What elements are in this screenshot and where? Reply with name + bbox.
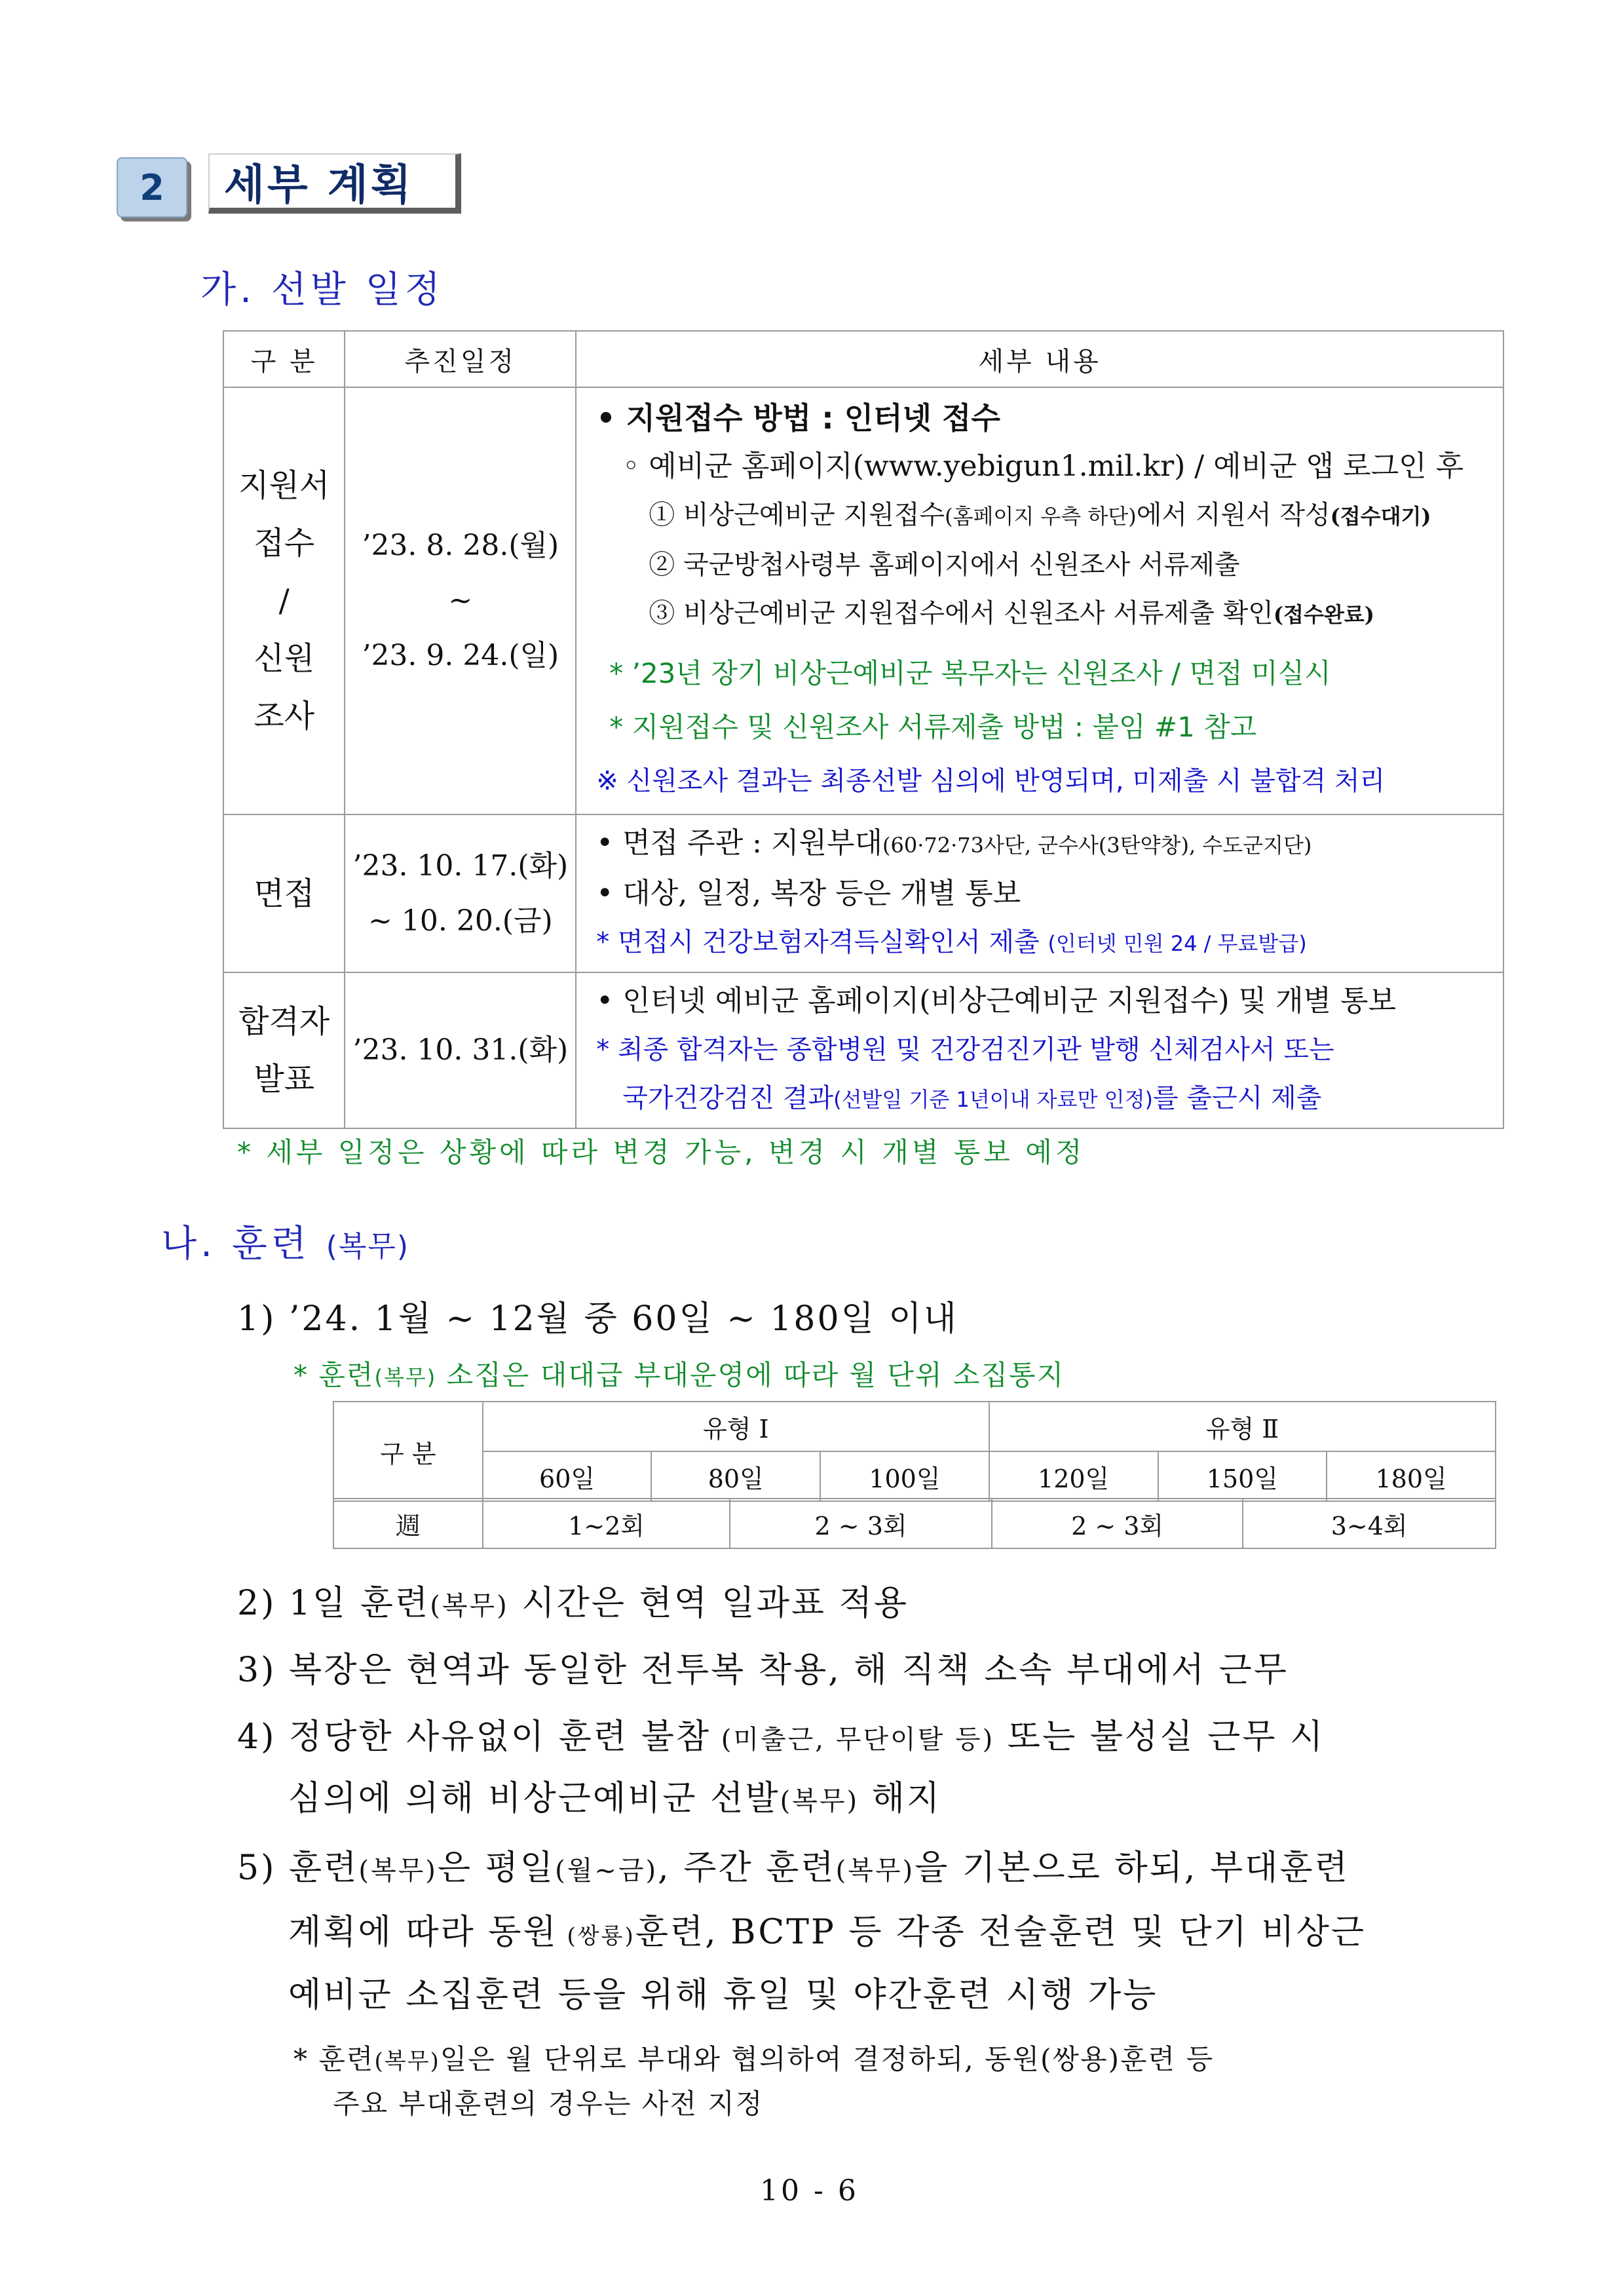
- col-header-category: 구 분: [223, 331, 345, 387]
- page-number: 10 - 6: [760, 2174, 859, 2208]
- schedule-heading: 가. 선발 일정: [200, 269, 444, 311]
- col-header-detail: 세부 내용: [576, 331, 1503, 387]
- training-weekly-table: [333, 1498, 1496, 1549]
- announce-method: • 인터넷 예비군 홈페이지(비상근예비군 지원접수) 및 개별 통보: [596, 984, 1397, 1018]
- row3-category: 합격자 발표: [223, 972, 345, 1128]
- training-item-5-note: * 훈련(복무)일은 월 단위로 부대와 협의하여 결정하되, 동원(쌍용)훈련 등: [293, 2043, 1215, 2075]
- schedule-footnote: * 세부 일정은 상황에 따라 변경 가능, 변경 시 개별 통보 예정: [237, 1136, 1086, 1168]
- days-100: 100일: [820, 1451, 989, 1501]
- week-label: 週: [333, 1499, 483, 1548]
- apply-step1: ① 비상근예비군 지원접수(홈페이지 우측 하단)에서 지원서 작성(접수대기): [649, 500, 1431, 530]
- days-120: 120일: [989, 1451, 1158, 1501]
- type-table-label: 구 분: [333, 1402, 483, 1501]
- section-title: 세부 계획: [208, 153, 461, 214]
- weekly-1: 1~2회: [483, 1499, 730, 1548]
- table-row: [223, 972, 1503, 1128]
- interview-note: * 면접시 건강보험자격득실확인서 제출 (인터넷 민원 24 / 무료발급): [596, 927, 1307, 957]
- training-item-1-note: * 훈련(복무) 소집은 대대급 부대운영에 따라 월 단위 소집통지: [293, 1359, 1065, 1391]
- table-row: [223, 387, 1503, 814]
- training-item-4: 4) 정당한 사유없이 훈련 불참 (미출근, 무단이탈 등) 또는 불성실 근무 시: [237, 1717, 1325, 1757]
- table-row: [223, 814, 1503, 972]
- training-type-table: [333, 1401, 1496, 1502]
- note-background-check: ※ 신원조사 결과는 최종선발 심의에 반영되며, 미제출 시 불합격 처리: [596, 766, 1386, 796]
- weekly-4: 3~4회: [1243, 1499, 1496, 1548]
- apply-step3: ③ 비상근예비군 지원접수에서 신원조사 서류제출 확인(접수완료): [649, 598, 1374, 628]
- row3-dates: ’23. 10. 31.(화): [345, 972, 576, 1128]
- days-150: 150일: [1158, 1451, 1327, 1501]
- training-item-5-line2: 계획에 따라 동원 (쌍룡)훈련, BCTP 등 각종 전술훈련 및 단기 비상근: [288, 1913, 1367, 1952]
- schedule-table: [223, 330, 1504, 1129]
- row1-details: [576, 387, 1503, 814]
- training-item-3: 3) 복장은 현역과 동일한 전투복 착용, 해 직책 소속 부대에서 근무: [237, 1651, 1289, 1690]
- section-number-badge: 2: [117, 157, 187, 218]
- type-1-header: 유형 Ⅰ: [483, 1402, 989, 1451]
- days-180: 180일: [1327, 1451, 1496, 1501]
- announce-note-2: 국가건강검진 결과(선발일 기준 1년이내 자료만 인정)를 출근시 제출: [622, 1083, 1322, 1113]
- training-item-5-note-line2: 주요 부대훈련의 경우는 사전 지정: [333, 2088, 764, 2120]
- training-item-5: 5) 훈련(복무)은 평일(월~금), 주간 훈련(복무)을 기본으로 하되, 부대훈련: [237, 1848, 1350, 1888]
- row1-dates: ’23. 8. 28.(월) ~ ’23. 9. 24.(일): [345, 387, 576, 814]
- days-80: 80일: [651, 1451, 820, 1501]
- training-item-4-line2: 심의에 의해 비상근예비군 선발(복무) 해지: [288, 1779, 942, 1818]
- row2-category: 면접: [223, 814, 345, 972]
- note-long-term: * ’23년 장기 비상근예비군 복무자는 신원조사 / 면접 미실시: [609, 657, 1331, 689]
- training-item-2: 2) 1일 훈련(복무) 시간은 현역 일과표 적용: [237, 1584, 909, 1623]
- weekly-2: 2 ~ 3회: [730, 1499, 992, 1548]
- training-heading: 나. 훈련 (복무): [161, 1223, 410, 1265]
- apply-method: • 지원접수 방법 : 인터넷 접수: [596, 400, 1000, 436]
- interview-host: • 면접 주관 : 지원부대(60·72·73사단, 군수사(3탄약창), 수도군지단): [596, 826, 1312, 860]
- announce-note-1: * 최종 합격자는 종합병원 및 건강검진기관 발행 신체검사서 또는: [596, 1035, 1334, 1065]
- apply-step2: ② 국군방첩사령부 홈페이지에서 신원조사 서류제출: [649, 550, 1240, 580]
- apply-homepage: ◦ 예비군 홈페이지(www.yebigun1.mil.kr) / 예비군 앱 로그인 후: [622, 450, 1464, 483]
- weekly-3: 2 ~ 3회: [992, 1499, 1243, 1548]
- row2-dates: ’23. 10. 17.(화) ~ 10. 20.(금): [345, 814, 576, 972]
- type-2-header: 유형 Ⅱ: [989, 1402, 1496, 1451]
- col-header-date: 추진일정: [345, 331, 576, 387]
- training-item-1: 1) ’24. 1월 ~ 12월 중 60일 ~ 180일 이내: [237, 1299, 958, 1339]
- note-apply-method: * 지원접수 및 신원조사 서류제출 방법 : 붙임 #1 참고: [609, 711, 1257, 743]
- row2-details: [576, 814, 1503, 972]
- training-item-5-line3: 예비군 소집훈련 등을 위해 휴일 및 야간훈련 시행 가능: [288, 1976, 1158, 2015]
- row1-category: 지원서 접수 / 신원 조사: [223, 387, 345, 814]
- interview-notice: • 대상, 일정, 복장 등은 개별 통보: [596, 877, 1021, 910]
- row3-details: [576, 972, 1503, 1128]
- days-60: 60일: [483, 1451, 652, 1501]
